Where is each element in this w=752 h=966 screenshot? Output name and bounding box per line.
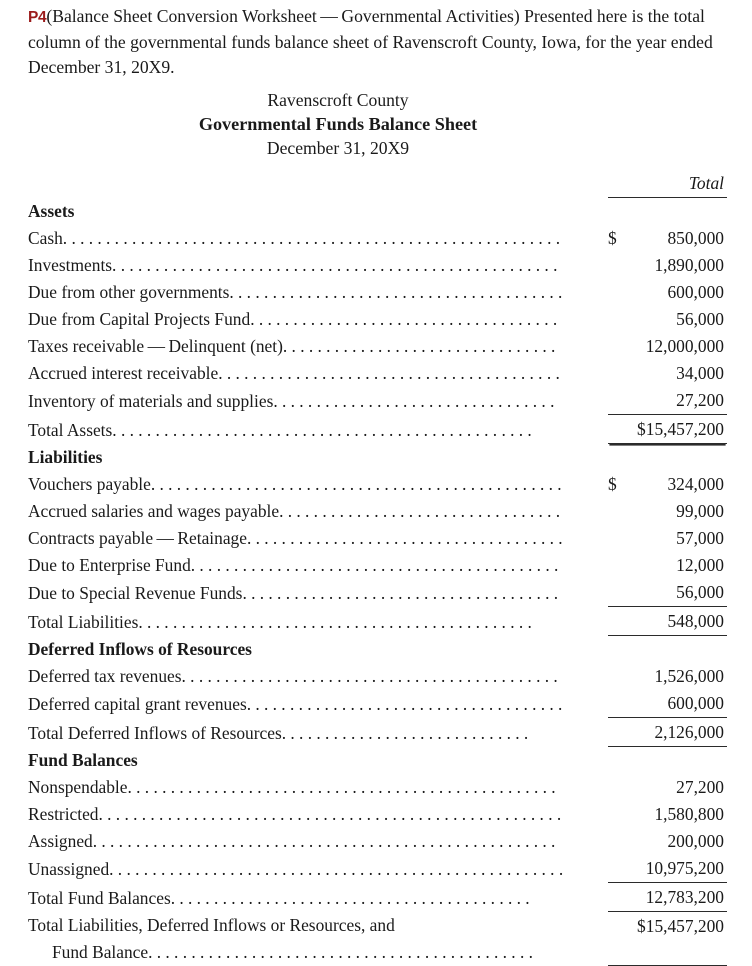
row-label-text: Restricted <box>28 804 99 824</box>
balance-sheet-row <box>28 801 727 828</box>
currency-symbol: $ <box>608 228 617 248</box>
row-label-text: Vouchers payable <box>28 474 151 494</box>
amount-value: 12,000,000 <box>645 336 724 356</box>
row-amount <box>608 690 727 718</box>
balance-sheet-row <box>28 415 727 444</box>
section-heading-row <box>28 747 727 775</box>
row-label-text: Deferred tax revenues <box>28 666 182 686</box>
row-label <box>28 912 608 966</box>
amount-value: 12,783,200 <box>645 887 724 907</box>
section-heading-row <box>28 198 727 226</box>
balance-sheet-row <box>28 387 727 415</box>
row-label <box>28 552 608 579</box>
section-heading-amount-blank <box>608 198 727 226</box>
problem-text: (Balance Sheet Conversion Worksheet — Governmental Activities) Presented here is the total column of the governmental funds balance sheet of Ravenscroft County, Iowa, for the year ended December 31, 20X9. <box>28 6 713 77</box>
row-label <box>28 718 608 747</box>
row-label-text: Total Assets <box>28 419 113 440</box>
row-amount <box>608 333 727 360</box>
balance-sheet-row <box>28 883 727 912</box>
leader-dots: ..................................... <box>242 582 563 603</box>
row-label <box>28 855 608 883</box>
amount-value: 27,200 <box>676 390 724 410</box>
row-amount <box>608 663 727 690</box>
amount-value: 56,000 <box>676 309 724 329</box>
balance-sheet-row <box>28 333 727 360</box>
leader-dots: ..................................... <box>246 528 567 548</box>
row-amount <box>608 912 727 966</box>
row-label <box>28 306 608 333</box>
row-label-text: Investments <box>28 255 113 275</box>
statement-title: Governmental Funds Balance Sheet <box>198 114 478 134</box>
section-heading: Assets <box>28 201 75 221</box>
balance-sheet-row <box>28 855 727 883</box>
statement-header <box>28 88 724 160</box>
leader-dots: ........................................... <box>190 555 563 575</box>
row-amount <box>608 718 727 747</box>
balance-sheet-row <box>28 828 727 855</box>
leader-dots: ..................................................... <box>109 858 568 879</box>
balance-sheet-row <box>28 252 727 279</box>
row-label-line1: Total Liabilities, Deferred Inflows or Resources, and <box>28 914 395 935</box>
leader-dots: ................................. <box>279 501 565 521</box>
leader-dots: ....................................... <box>229 282 567 302</box>
balance-sheet-row <box>28 690 727 718</box>
row-amount <box>608 498 727 525</box>
leader-dots: ..................................... <box>246 693 567 714</box>
leader-dots: ................................ <box>282 336 560 356</box>
section-heading-amount-blank <box>608 444 727 472</box>
row-label <box>28 801 608 828</box>
row-label-text: Taxes receivable — Delinquent (net) <box>28 336 283 356</box>
balance-sheet-row <box>28 471 727 498</box>
problem-intro <box>28 4 724 80</box>
row-label-text: Total Deferred Inflows of Resources <box>28 722 282 743</box>
row-amount <box>608 774 727 801</box>
row-label <box>28 883 608 912</box>
amount-value: 99,000 <box>676 501 724 521</box>
row-label-text: Due from other governments <box>28 282 230 302</box>
balance-sheet-row <box>28 663 727 690</box>
row-label <box>28 690 608 718</box>
balance-sheet-row <box>28 579 727 607</box>
row-amount <box>608 855 727 883</box>
row-amount <box>608 225 727 252</box>
row-label-text: Inventory of materials and supplies <box>28 390 274 411</box>
row-amount <box>608 360 727 387</box>
row-label <box>28 663 608 690</box>
row-label-text: Due to Special Revenue Funds <box>28 582 243 603</box>
row-label-text: Deferred capital grant revenues <box>28 693 247 714</box>
row-label <box>28 360 608 387</box>
balance-sheet-row <box>28 607 727 636</box>
amount-value: 600,000 <box>667 282 724 302</box>
row-amount <box>608 415 727 444</box>
amount-value: 56,000 <box>676 582 724 602</box>
leader-dots: ............................................ <box>181 666 563 686</box>
row-amount <box>608 525 727 552</box>
amount-value: 27,200 <box>676 777 724 797</box>
row-amount <box>608 471 727 498</box>
row-label <box>28 579 608 607</box>
leader-dots: .................................................. <box>127 777 560 797</box>
row-label-text: Unassigned <box>28 858 110 879</box>
leader-dots: ................................. <box>273 390 559 411</box>
row-amount <box>608 883 727 912</box>
row-label <box>28 471 608 498</box>
row-label-text: Assigned <box>28 831 93 851</box>
row-label-text: Due to Enterprise Fund <box>28 555 191 575</box>
row-label-text: Total Fund Balances <box>28 887 171 908</box>
row-amount <box>608 579 727 607</box>
amount-value: 324,000 <box>667 474 724 494</box>
leader-dots: ............................. <box>281 722 533 743</box>
row-label <box>28 607 608 636</box>
currency-symbol: $ <box>608 474 617 494</box>
row-amount <box>608 306 727 333</box>
amount-value: 12,000 <box>676 555 724 575</box>
row-label <box>28 498 608 525</box>
section-heading: Liabilities <box>28 447 103 467</box>
amount-value: 850,000 <box>667 228 724 248</box>
amount-value: 57,000 <box>676 528 724 548</box>
row-label <box>28 774 608 801</box>
row-label <box>28 828 608 855</box>
row-label-text: Total Liabilities <box>28 611 139 632</box>
statement-date: December 31, 20X9 <box>266 138 410 158</box>
row-label <box>28 525 608 552</box>
row-amount <box>608 828 727 855</box>
statement-entity: Ravenscroft County <box>267 90 409 110</box>
balance-sheet-row <box>28 552 727 579</box>
amount-value: 1,580,800 <box>654 804 724 824</box>
balance-sheet-row <box>28 718 727 747</box>
amount-value: $15,457,200 <box>637 419 724 439</box>
row-amount <box>608 279 727 306</box>
column-header-total: Total <box>608 170 727 198</box>
amount-value: 548,000 <box>667 611 724 631</box>
balance-sheet-row <box>28 360 727 387</box>
leader-dots: ........................................ <box>218 363 565 383</box>
leader-dots: ................................................ <box>150 474 566 494</box>
problem-number: P4 <box>28 9 47 26</box>
header-spacer <box>28 170 608 198</box>
balance-sheet-row <box>28 225 727 252</box>
amount-value: 1,526,000 <box>654 666 724 686</box>
row-amount <box>608 801 727 828</box>
section-heading-row <box>28 636 727 664</box>
leader-dots: ...................................................... <box>92 831 560 851</box>
leader-dots: .................................... <box>250 309 562 329</box>
amount-value: 600,000 <box>667 693 724 713</box>
balance-sheet-row <box>28 498 727 525</box>
section-heading: Fund Balances <box>28 750 138 770</box>
leader-dots: ...................................................... <box>98 804 566 824</box>
balance-sheet-row <box>28 279 727 306</box>
amount-value: 1,890,000 <box>654 255 724 275</box>
row-amount <box>608 552 727 579</box>
balance-sheet-row <box>28 525 727 552</box>
row-label <box>28 333 608 360</box>
leader-dots: .............................................. <box>138 611 537 632</box>
row-label-text: Cash <box>28 228 63 248</box>
leader-dots: .................................................... <box>112 255 562 275</box>
amount-value: 2,126,000 <box>654 722 724 742</box>
row-label-line2: Fund Balance............................................. <box>52 941 538 962</box>
section-heading-amount-blank <box>608 747 727 775</box>
row-label <box>28 225 608 252</box>
amount-value: 10,975,200 <box>645 858 724 878</box>
row-label <box>28 387 608 415</box>
row-amount <box>608 387 727 415</box>
balance-sheet-table <box>28 170 727 966</box>
row-label-text: Contracts payable — Retainage <box>28 528 247 548</box>
row-label-text: Nonspendable <box>28 777 128 797</box>
row-label-text: Accrued interest receivable <box>28 363 219 383</box>
balance-sheet-row <box>28 306 727 333</box>
amount-value: 200,000 <box>667 831 724 851</box>
row-amount <box>608 607 727 636</box>
balance-sheet-row <box>28 774 727 801</box>
section-heading-row <box>28 444 727 472</box>
section-heading-amount-blank <box>608 636 727 664</box>
amount-value: $15,457,200 <box>637 916 724 936</box>
section-heading: Deferred Inflows of Resources <box>28 639 252 659</box>
row-label-text: Accrued salaries and wages payable <box>28 501 280 521</box>
amount-value: 34,000 <box>676 363 724 383</box>
row-label <box>28 252 608 279</box>
leader-dots: .......................................................... <box>62 228 565 248</box>
leader-dots: .......................................... <box>170 887 534 908</box>
leader-dots: ................................................. <box>112 419 537 440</box>
row-amount <box>608 252 727 279</box>
balance-sheet-row <box>28 912 727 966</box>
row-label <box>28 415 608 444</box>
column-header-row <box>28 170 727 198</box>
row-label-text: Due from Capital Projects Fund <box>28 309 251 329</box>
row-label <box>28 279 608 306</box>
